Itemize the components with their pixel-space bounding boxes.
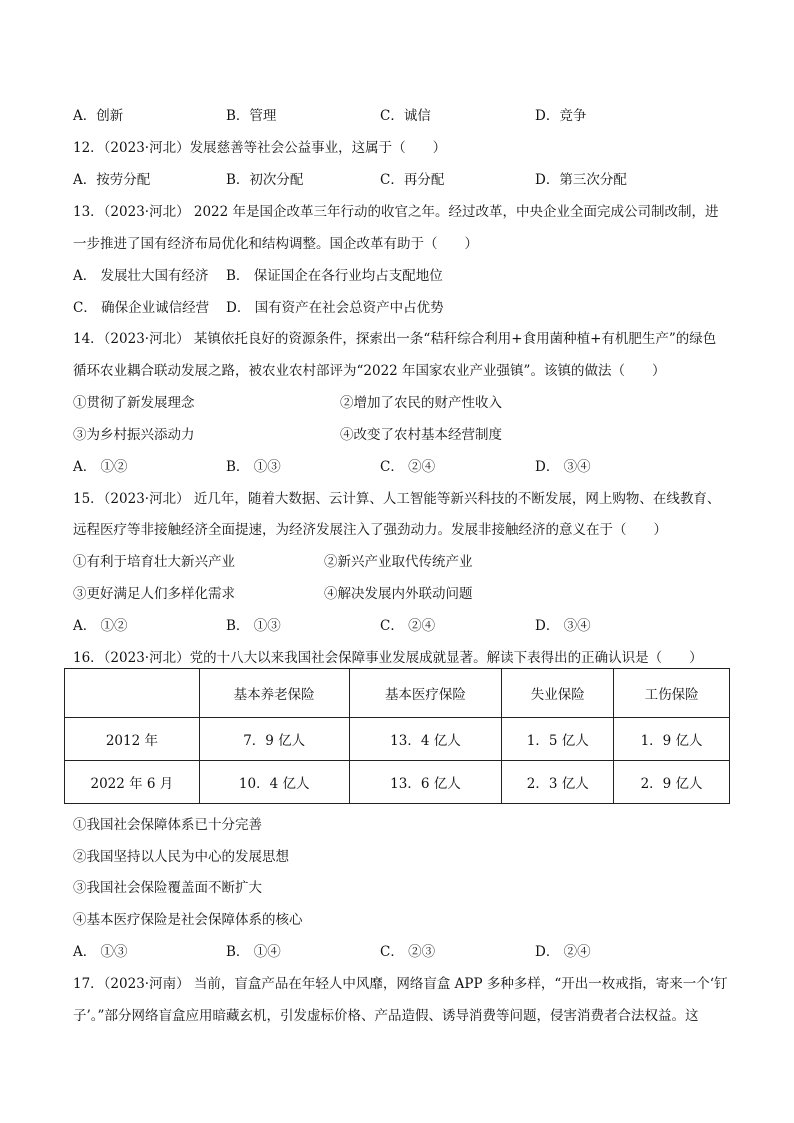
q17-stem-line-1: 17．（2023·河南） 当前，盲盒产品在年轻人中风靡，网络盲盒 APP 多种多样，“开出一枚戒指，寄来一个‘钉 xyxy=(73,976,728,992)
q12-option-b: B．初次分配 xyxy=(226,172,304,188)
q12-stem: 12．（2023·河北）发展慈善等社会公益事业，这属于（ ） xyxy=(73,140,447,156)
q11-option-a: A．创新 xyxy=(73,108,124,124)
q14-stem-line-2: 循环农业耦合联动发展之路，被农业农村部评为“2022 年国家农业产业强镇”。该镇的做法（ ） xyxy=(73,363,666,379)
q15-statement-2: ②新兴产业取代传统产业 xyxy=(324,554,473,570)
q15-option-c: C． ②④ xyxy=(380,618,436,634)
table-row xyxy=(65,761,730,804)
table-cell: 2022 年 6 月 xyxy=(65,761,200,804)
q14-option-a: A． ①② xyxy=(73,459,128,475)
table-header-cell: 基本医疗保险 xyxy=(349,669,502,718)
table-cell: 10．4 亿人 xyxy=(199,761,349,804)
table-cell: 1．9 亿人 xyxy=(614,718,730,761)
q14-stem-line-1: 14．（2023·河北） 某镇依托良好的资源条件，探索出一条“秸秆综合利用+食用菌种植+有机肥生产”的绿色 xyxy=(73,331,717,347)
q16-statement-3: ③我国社会保险覆盖面不断扩大 xyxy=(73,880,262,896)
table-cell: 2．3 亿人 xyxy=(502,761,614,804)
q12-option-d: D．第三次分配 xyxy=(535,172,627,188)
table-cell: 7．9 亿人 xyxy=(199,718,349,761)
q16-option-a: A． ①③ xyxy=(73,944,128,960)
table-cell: 2012 年 xyxy=(65,718,200,761)
q16-option-d: D． ②④ xyxy=(535,944,591,960)
q13-option-d: D． 国有资产在社会总资产中占优势 xyxy=(226,300,444,316)
q15-stem-line-2: 远程医疗等非接触经济全面提速，为经济发展注入了强劲动力。发展非接触经济的意义在于（ ） xyxy=(73,522,667,538)
q14-statement-2: ②增加了农民的财产性收入 xyxy=(340,395,502,411)
q15-option-d: D． ③④ xyxy=(535,618,591,634)
table-header-cell: 基本养老保险 xyxy=(199,669,349,718)
q13-stem-line-1: 13．（2023·河北） 2022 年是国企改革三年行动的收官之年。经过改革，中央企业全面完成公司制改制，进 xyxy=(73,204,719,220)
social-security-table xyxy=(64,668,730,804)
q13-stem-line-2: 一步推进了国有经济布局优化和结构调整。国企改革有助于（ ） xyxy=(73,236,478,252)
table-cell: 13．6 亿人 xyxy=(349,761,502,804)
q14-option-b: B． ①③ xyxy=(226,459,281,475)
q13-option-c: C． 确保企业诚信经营 xyxy=(73,300,210,316)
q16-statement-1: ①我国社会保障体系已十分完善 xyxy=(73,817,262,833)
q15-statement-1: ①有利于培育壮大新兴产业 xyxy=(73,554,235,570)
q14-statement-1: ①贯彻了新发展理念 xyxy=(73,395,195,411)
q16-stem: 16．（2023·河北）党的十八大以来我国社会保障事业发展成就显著。解读下表得出的正确认识是（ ） xyxy=(73,650,703,666)
q17-stem-line-2: 子’。”部分网络盲盒应用暗藏玄机，引发虚标价格、产品造假、诱导消费等问题，侵害消费者合法权益。这 xyxy=(73,1008,699,1024)
q11-option-b: B．管理 xyxy=(226,108,277,124)
q11-option-d: D．竞争 xyxy=(535,108,587,124)
q14-statement-3: ③为乡村振兴添动力 xyxy=(73,427,195,443)
q16-statement-4: ④基本医疗保险是社会保障体系的核心 xyxy=(73,912,303,928)
q15-stem-line-1: 15．（2023·河北） 近几年，随着大数据、云计算、人工智能等新兴科技的不断发展，网上购物、在线教育、 xyxy=(73,491,721,507)
table-cell: 2．9 亿人 xyxy=(614,761,730,804)
q16-option-c: C． ②③ xyxy=(380,944,436,960)
table-header-cell: 工伤保险 xyxy=(614,669,730,718)
q11-option-c: C．诚信 xyxy=(380,108,431,124)
q13-option-b: B． 保证国企在各行业均占支配地位 xyxy=(226,268,443,284)
q14-statement-4: ④改变了农村基本经营制度 xyxy=(340,427,502,443)
table-row xyxy=(65,718,730,761)
q15-statement-4: ④解决发展内外联动问题 xyxy=(324,586,473,602)
table-header-row xyxy=(65,669,730,718)
q12-option-a: A．按劳分配 xyxy=(73,172,151,188)
q14-option-c: C． ②④ xyxy=(380,459,436,475)
q15-statement-3: ③更好满足人们多样化需求 xyxy=(73,586,235,602)
q16-option-b: B． ①④ xyxy=(226,944,281,960)
q15-option-a: A． ①② xyxy=(73,618,128,634)
table-header-cell xyxy=(65,669,200,718)
q13-option-a: A． 发展壮大国有经济 xyxy=(73,268,209,284)
q12-option-c: C．再分配 xyxy=(380,172,445,188)
q14-option-d: D． ③④ xyxy=(535,459,591,475)
q15-option-b: B． ①③ xyxy=(226,618,281,634)
table-cell: 1．5 亿人 xyxy=(502,718,614,761)
q16-statement-2: ②我国坚持以人民为中心的发展思想 xyxy=(73,849,289,865)
table-cell: 13．4 亿人 xyxy=(349,718,502,761)
table-header-cell: 失业保险 xyxy=(502,669,614,718)
